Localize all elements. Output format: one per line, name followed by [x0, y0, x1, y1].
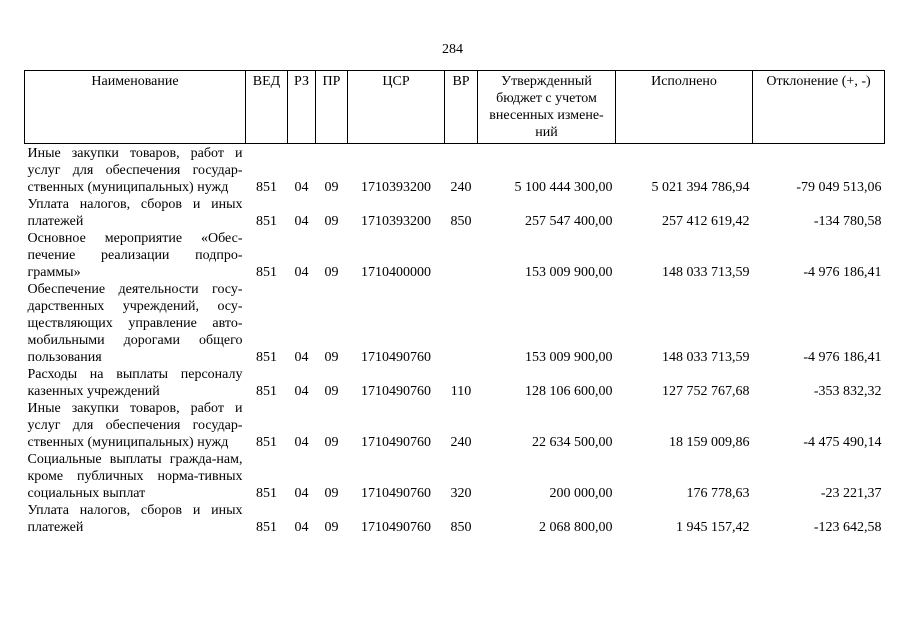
row-csr: 1710400000: [361, 265, 431, 280]
row-deviation: -79 049 513,06: [796, 180, 882, 195]
row-name: Иные закупки товаров, работ и услуг для обеспечения государ-ственных (муниципальных) нужд: [27, 401, 243, 450]
row-deviation: -4 976 186,41: [803, 265, 882, 280]
row-deviation: -4 976 186,41: [803, 350, 882, 365]
table-row: [25, 366, 885, 400]
header-executed: Исполнено: [616, 71, 753, 144]
row-deviation: -134 780,58: [813, 214, 882, 229]
header-approved: Утвержденный бюджет с учетом внесенных измене-ний: [478, 71, 616, 144]
row-csr: 1710490760: [361, 520, 431, 535]
row-approved: 200 000,00: [549, 486, 613, 501]
row-vr: 240: [450, 435, 472, 450]
header-rz: РЗ: [288, 71, 316, 144]
row-executed: 148 033 713,59: [662, 350, 750, 365]
row-executed: 127 752 767,68: [662, 384, 750, 399]
row-name: Расходы на выплаты персоналу казенных учреждений: [27, 367, 243, 399]
row-approved: 5 100 444 300,00: [514, 180, 613, 195]
row-pr: 09: [324, 214, 339, 229]
header-pr: ПР: [316, 71, 348, 144]
table-row: [25, 144, 885, 197]
row-ved: 851: [256, 520, 277, 535]
row-vr: 110: [450, 384, 472, 399]
row-deviation: -23 221,37: [820, 486, 882, 501]
row-pr: 09: [324, 486, 339, 501]
row-rz: 04: [294, 520, 309, 535]
row-pr: 09: [324, 350, 339, 365]
row-approved: 22 634 500,00: [532, 435, 613, 450]
row-csr: 1710393200: [361, 214, 431, 229]
row-ved: 851: [256, 350, 277, 365]
row-name: Уплата налогов, сборов и иных платежей: [27, 197, 243, 229]
table-body: [25, 144, 885, 537]
row-approved: 153 009 900,00: [525, 265, 613, 280]
row-csr: 1710490760: [361, 486, 431, 501]
row-pr: 09: [324, 265, 339, 280]
table-row: [25, 400, 885, 451]
header-name: Наименование: [25, 71, 246, 144]
budget-table: [24, 70, 885, 536]
row-name: Социальные выплаты гражда-нам, кроме публичных норма-тивных социальных выплат: [27, 452, 243, 501]
row-rz: 04: [294, 180, 309, 195]
row-approved: 257 547 400,00: [525, 214, 613, 229]
row-csr: 1710490760: [361, 350, 431, 365]
row-pr: 09: [324, 520, 339, 535]
row-vr: 320: [450, 486, 472, 501]
row-executed: 1 945 157,42: [676, 520, 750, 535]
row-ved: 851: [256, 180, 277, 195]
row-vr: 850: [450, 214, 472, 229]
row-vr: [445, 281, 478, 366]
page-number: 284: [442, 42, 463, 57]
row-deviation: -4 475 490,14: [803, 435, 882, 450]
row-executed: 18 159 009,86: [669, 435, 750, 450]
row-csr: 1710393200: [361, 180, 431, 195]
row-approved: 153 009 900,00: [525, 350, 613, 365]
row-vr: 240: [450, 180, 472, 195]
table-row: [25, 196, 885, 230]
row-pr: 09: [324, 384, 339, 399]
header-deviation: Отклонение (+, -): [753, 71, 885, 144]
row-name: Основное мероприятие «Обес-печение реализации подпро-граммы»: [27, 231, 243, 280]
row-rz: 04: [294, 435, 309, 450]
row-ved: 851: [256, 435, 277, 450]
row-name: Иные закупки товаров, работ и услуг для обеспечения государ-ственных (муниципальных) нужд: [27, 146, 243, 195]
row-pr: 09: [324, 435, 339, 450]
table-row: [25, 281, 885, 366]
row-ved: 851: [256, 265, 277, 280]
row-executed: 148 033 713,59: [662, 265, 750, 280]
row-approved: 128 106 600,00: [525, 384, 613, 399]
row-deviation: -353 832,32: [813, 384, 882, 399]
row-deviation: -123 642,58: [813, 520, 882, 535]
table-row: [25, 451, 885, 502]
row-rz: 04: [294, 486, 309, 501]
row-ved: 851: [256, 384, 277, 399]
row-name: Уплата налогов, сборов и иных платежей: [27, 503, 243, 535]
row-ved: 851: [256, 214, 277, 229]
header-csr: ЦСР: [348, 71, 445, 144]
row-vr: [445, 230, 478, 281]
table-header: [25, 71, 885, 144]
row-executed: 5 021 394 786,94: [651, 180, 750, 195]
row-approved: 2 068 800,00: [539, 520, 613, 535]
header-ved: ВЕД: [246, 71, 288, 144]
row-rz: 04: [294, 384, 309, 399]
row-rz: 04: [294, 350, 309, 365]
table-row: [25, 502, 885, 536]
header-vr: ВР: [445, 71, 478, 144]
row-vr: 850: [450, 520, 472, 535]
row-executed: 176 778,63: [686, 486, 750, 501]
row-rz: 04: [294, 265, 309, 280]
table-row: [25, 230, 885, 281]
row-ved: 851: [256, 486, 277, 501]
row-csr: 1710490760: [361, 435, 431, 450]
row-executed: 257 412 619,42: [662, 214, 750, 229]
row-name: Обеспечение деятельности госу-дарственных учреждений, осу-ществляющих управление авто-мобильными дорогами общего пользования: [27, 282, 243, 365]
row-pr: 09: [324, 180, 339, 195]
row-rz: 04: [294, 214, 309, 229]
row-csr: 1710490760: [361, 384, 431, 399]
